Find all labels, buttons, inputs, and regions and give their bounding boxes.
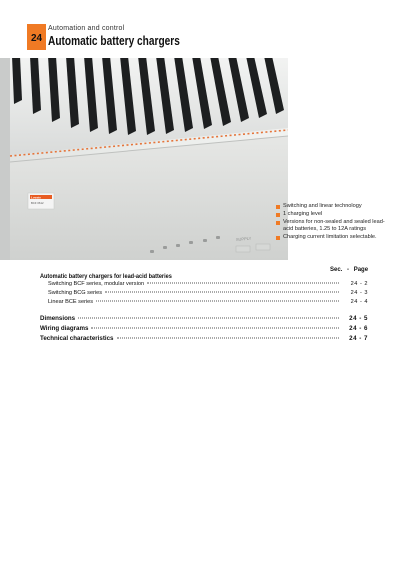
- toc-entry[interactable]: Linear BCE series 24 - 4: [48, 299, 368, 305]
- toc-heading-sep: -: [347, 267, 350, 273]
- toc-entry-technical-characteristics[interactable]: Technical characteristics 24 - 7: [40, 335, 368, 342]
- section-label: Automation and control: [48, 25, 125, 32]
- toc-group-title: Automatic battery chargers for lead-acid batteries: [40, 273, 172, 280]
- product-photo: [0, 58, 288, 260]
- square-bullet-icon: [276, 213, 280, 217]
- toc-entry-wiring-diagrams[interactable]: Wiring diagrams 24 - 6: [40, 325, 368, 332]
- toc-heading-sec: Sec.: [330, 267, 343, 273]
- square-bullet-icon: [276, 236, 280, 240]
- toc-entry[interactable]: Switching BCF series, modular version 24 - 2: [48, 281, 368, 287]
- toc-entry[interactable]: Switching BCG series 24 - 3: [48, 290, 368, 296]
- chapter-number: 24: [30, 33, 43, 44]
- feature-item: Versions for non-sealed and sealed lead-acid batteries, 1.25 to 12A ratings: [276, 219, 394, 233]
- chapter-badge: [27, 24, 46, 50]
- toc-heading-page: Page: [353, 267, 369, 273]
- square-bullet-icon: [276, 221, 280, 225]
- supply-label: SUPPLY: [235, 235, 252, 242]
- feature-item: Switching and linear technology: [276, 203, 394, 210]
- toc-entry-dimensions[interactable]: Dimensions 24 - 5: [40, 315, 368, 322]
- feature-list: [276, 203, 394, 242]
- model-text: BCF 0612: [31, 201, 44, 205]
- page-title: Automatic battery chargers: [48, 33, 180, 48]
- logo-text: Lovato: [31, 195, 41, 200]
- square-bullet-icon: [276, 205, 280, 209]
- feature-item: 1 charging level: [276, 211, 394, 218]
- feature-item: Charging current limitation selectable.: [276, 234, 394, 241]
- table-of-contents: [40, 273, 368, 345]
